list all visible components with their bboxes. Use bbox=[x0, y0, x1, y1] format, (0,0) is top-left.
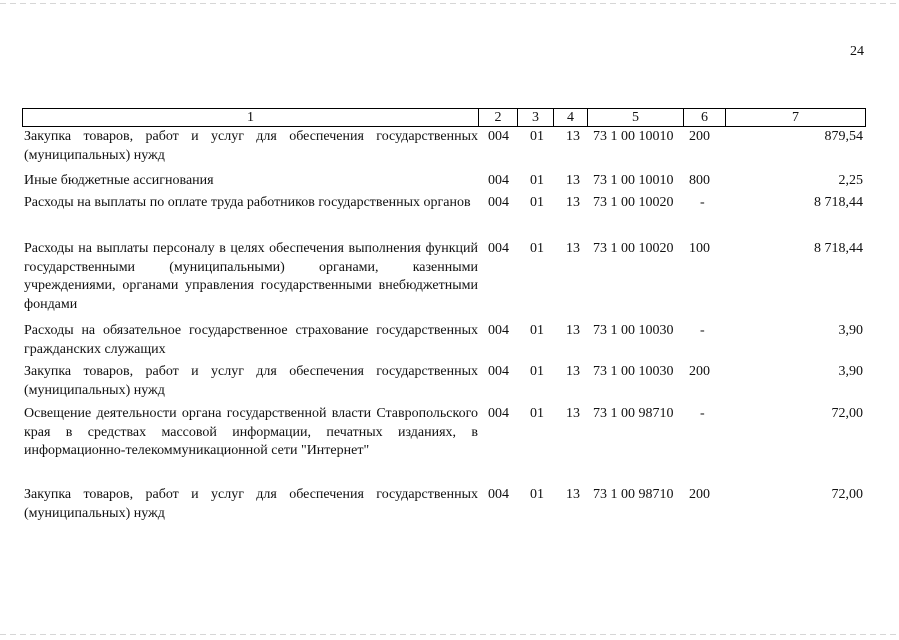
row-code-2: 004 bbox=[488, 364, 509, 379]
scan-artifact-top bbox=[0, 3, 899, 4]
scan-artifact-bottom bbox=[0, 634, 899, 635]
row-name: Расходы на обязательное государственное страхование государственных гражданских служащих bbox=[24, 323, 478, 357]
row-code-4: 13 bbox=[566, 487, 580, 502]
row-amount: 72,00 bbox=[831, 406, 863, 421]
row-amount: 8 718,44 bbox=[814, 195, 863, 210]
page-number: 24 bbox=[850, 44, 864, 59]
row-code-2: 004 bbox=[488, 173, 509, 188]
col-header-5: 5 bbox=[588, 109, 684, 127]
row-code-3: 01 bbox=[530, 323, 544, 338]
row-code-3: 01 bbox=[530, 173, 544, 188]
column-header-row bbox=[23, 109, 866, 127]
row-amount: 72,00 bbox=[831, 487, 863, 502]
row-amount: 879,54 bbox=[824, 129, 863, 144]
row-code-2: 004 bbox=[488, 195, 509, 210]
col-header-6: 6 bbox=[684, 109, 726, 127]
row-code-2: 004 bbox=[488, 406, 509, 421]
row-code-6: - bbox=[700, 195, 705, 210]
row-code-6: - bbox=[700, 406, 705, 421]
row-name: Освещение деятельности органа государственной власти Ставропольского края в средствах массовой информации, печатных изданиях, в информационно-телекоммуникационной сети "Интернет" bbox=[24, 406, 478, 458]
row-code-2: 004 bbox=[488, 129, 509, 144]
col-header-7: 7 bbox=[726, 109, 866, 127]
row-code-3: 01 bbox=[530, 406, 544, 421]
row-code-6: 200 bbox=[689, 364, 710, 379]
row-code-5: 73 1 00 98710 bbox=[593, 406, 674, 421]
row-amount: 8 718,44 bbox=[814, 241, 863, 256]
row-code-3: 01 bbox=[530, 195, 544, 210]
row-amount: 3,90 bbox=[838, 364, 863, 379]
row-name: Иные бюджетные ассигнования bbox=[24, 173, 214, 188]
row-code-4: 13 bbox=[566, 323, 580, 338]
row-code-3: 01 bbox=[530, 487, 544, 502]
row-code-4: 13 bbox=[566, 195, 580, 210]
row-code-4: 13 bbox=[566, 129, 580, 144]
row-code-3: 01 bbox=[530, 241, 544, 256]
row-code-3: 01 bbox=[530, 364, 544, 379]
col-header-2: 2 bbox=[479, 109, 518, 127]
row-code-6: 800 bbox=[689, 173, 710, 188]
col-header-1: 1 bbox=[23, 109, 479, 127]
row-code-5: 73 1 00 10030 bbox=[593, 323, 674, 338]
row-code-4: 13 bbox=[566, 173, 580, 188]
row-name: Закупка товаров, работ и услуг для обеспечения государственных (муниципальных) нужд bbox=[24, 487, 478, 521]
row-code-6: 200 bbox=[689, 487, 710, 502]
row-code-5: 73 1 00 10010 bbox=[593, 173, 674, 188]
row-code-5: 73 1 00 10020 bbox=[593, 241, 674, 256]
row-code-5: 73 1 00 10030 bbox=[593, 364, 674, 379]
col-header-3: 3 bbox=[518, 109, 554, 127]
row-code-4: 13 bbox=[566, 406, 580, 421]
row-code-5: 73 1 00 10020 bbox=[593, 195, 674, 210]
row-amount: 2,25 bbox=[838, 173, 863, 188]
row-name: Закупка товаров, работ и услуг для обеспечения государственных (муниципальных) нужд bbox=[24, 364, 478, 398]
col-header-4: 4 bbox=[554, 109, 588, 127]
row-code-2: 004 bbox=[488, 323, 509, 338]
row-code-3: 01 bbox=[530, 129, 544, 144]
row-code-2: 004 bbox=[488, 487, 509, 502]
row-amount: 3,90 bbox=[838, 323, 863, 338]
row-code-5: 73 1 00 98710 bbox=[593, 487, 674, 502]
row-name: Расходы на выплаты по оплате труда работников государственных органов bbox=[24, 195, 471, 210]
row-code-4: 13 bbox=[566, 241, 580, 256]
row-code-6: 200 bbox=[689, 129, 710, 144]
column-header-table bbox=[22, 108, 866, 127]
row-name: Расходы на выплаты персоналу в целях обеспечения выполнения функций государственными (муниципальными) органами, казенными учреждениями, органами управления государственными внебюджетными фондами bbox=[24, 241, 478, 312]
row-code-6: 100 bbox=[689, 241, 710, 256]
row-code-5: 73 1 00 10010 bbox=[593, 129, 674, 144]
row-code-4: 13 bbox=[566, 364, 580, 379]
row-code-6: - bbox=[700, 323, 705, 338]
row-name: Закупка товаров, работ и услуг для обеспечения государственных (муниципальных) нужд bbox=[24, 129, 478, 163]
row-code-2: 004 bbox=[488, 241, 509, 256]
